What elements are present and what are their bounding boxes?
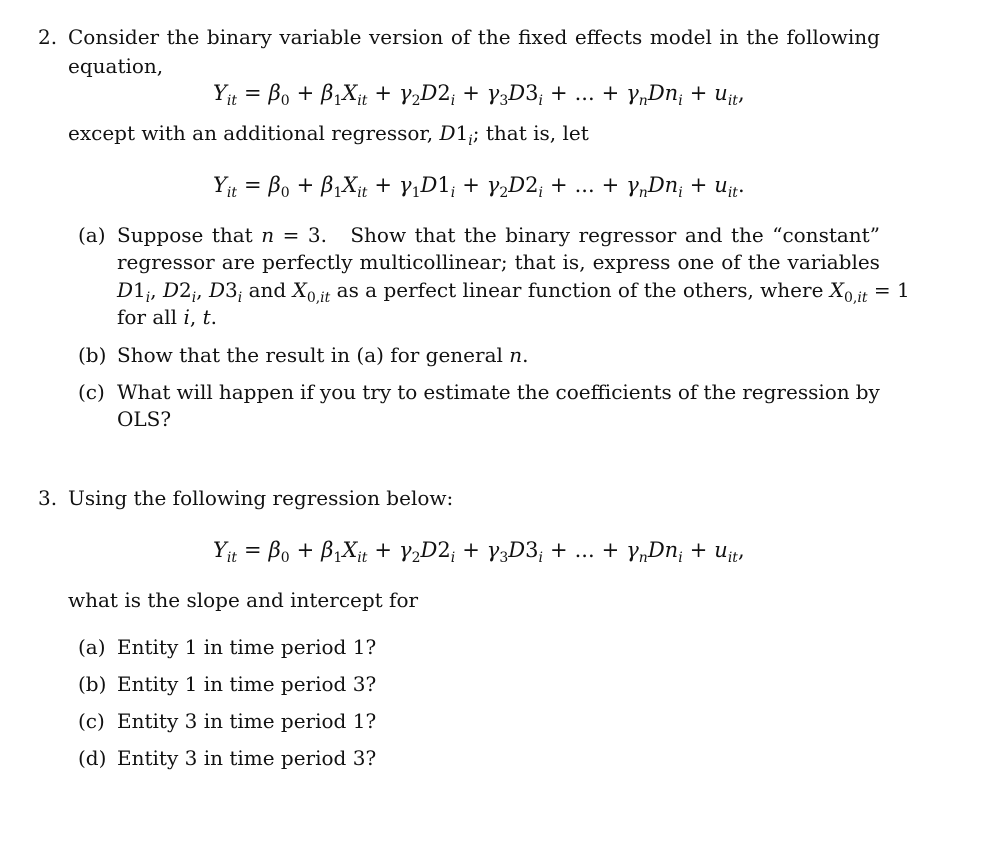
q2-middle-text: except with an additional regressor, $D1_i$; that is, let [68, 121, 589, 149]
q3d-text: Entity 3 in time period 3? [117, 746, 377, 770]
q3a-label: (a) [78, 635, 106, 659]
q3b-label: (b) [78, 672, 107, 696]
q2a-line3: $D1_i$, $D2_i$, $D3_i$ and $X_{0,it}$ as a perfect linear function of the others, where $X_{0,it} = 1$ [117, 278, 910, 306]
q2-equation-2: $Y_{it} = \beta_0 + \beta_1X_{it} + \gamma_1D1_i + \gamma_2D2_i$ + ... + $\gamma_nDn_i + u_{it}$. [213, 173, 745, 201]
q3-intro: Using the following regression below: [68, 486, 454, 510]
q2-intro-line1: Consider the binary variable version of the fixed effects model in the following [68, 25, 880, 49]
q2a-line1: Suppose that n = 3. Show that the binary regressor and the “constant” [117, 223, 880, 247]
q2a-line4: for all i, t. [117, 305, 217, 329]
q3b-text: Entity 1 in time period 3? [117, 672, 377, 696]
q3-equation: $Y_{it} = \beta_0 + \beta_1X_{it} + \gamma_2D2_i + \gamma_3D3_i$ + ... + $\gamma_nDn_i + u_{it}$, [213, 538, 745, 566]
q2c-label: (c) [78, 380, 105, 404]
q2b-text: Show that the result in (a) for general n. [117, 343, 529, 367]
q2-intro-line2: equation, [68, 54, 164, 78]
q2a-label: (a) [78, 223, 106, 247]
q2a-line2: regressor are perfectly multicollinear; that is, express one of the variables [117, 250, 880, 274]
q3a-text: Entity 1 in time period 1? [117, 635, 377, 659]
q3-middle-text: what is the slope and intercept for [68, 588, 419, 612]
q3c-label: (c) [78, 709, 105, 733]
q2-number: 2. [38, 25, 58, 49]
q2b-label: (b) [78, 343, 107, 367]
q3-number: 3. [38, 486, 58, 510]
q3c-text: Entity 3 in time period 1? [117, 709, 377, 733]
q3d-label: (d) [78, 746, 107, 770]
q2c-line1: What will happen if you try to estimate the coefficients of the regression by [117, 380, 880, 404]
q2c-line2: OLS? [117, 407, 172, 431]
q2-equation-1: $Y_{it} = \beta_0 + \beta_1X_{it} + \gamma_2D2_i + \gamma_3D3_i$ + ... + $\gamma_nDn_i + u_{it}$, [213, 81, 745, 109]
